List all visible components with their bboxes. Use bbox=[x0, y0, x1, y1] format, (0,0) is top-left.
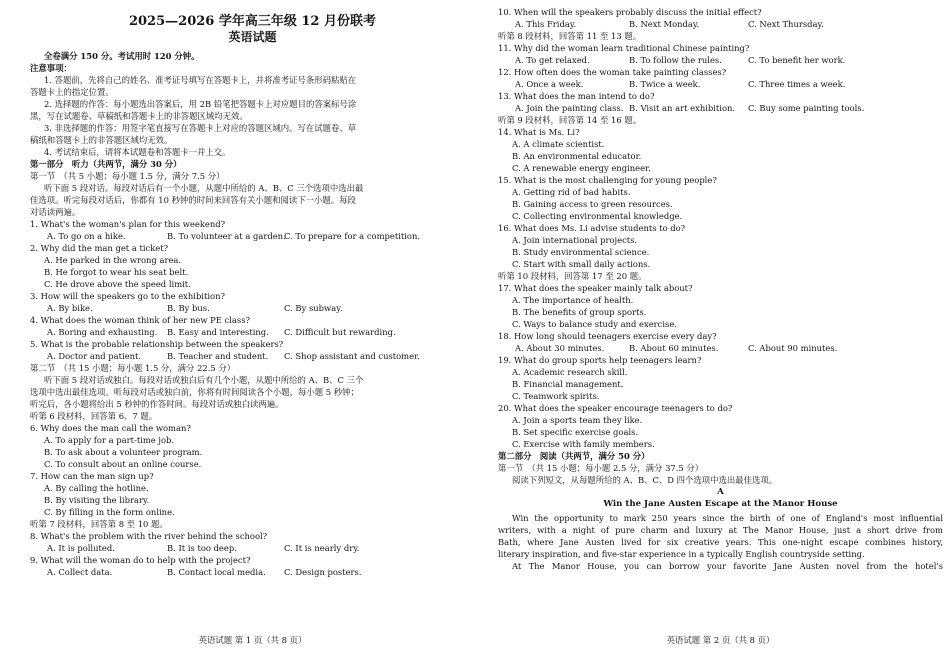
option-b: B. An environmental educator. bbox=[512, 151, 642, 161]
option-b: B. By visiting the library. bbox=[44, 495, 150, 505]
option-b: B. Set specific exercise goals. bbox=[512, 427, 639, 437]
option-a: A. It is polluted. bbox=[47, 543, 115, 553]
notice-line: 1. 答题前，先将自己的姓名、准考证号填写在答题卡上，并将准考证号条形码粘贴在 bbox=[44, 75, 357, 85]
option-a: A. The importance of health. bbox=[512, 295, 634, 305]
option-b: B. Visit an art exhibition. bbox=[629, 103, 736, 113]
option-b: B. The benefits of group sports. bbox=[512, 307, 647, 317]
question-stem: 12. How often does the woman take painting classes? bbox=[498, 67, 727, 77]
option-c: C. It is nearly dry. bbox=[284, 543, 360, 553]
material-header: 听第 8 段材料，回答第 11 至 13 题。 bbox=[498, 31, 642, 41]
question-stem: 9. What will the woman do to help with the project? bbox=[30, 555, 251, 565]
option-c: C. By subway. bbox=[284, 303, 343, 313]
option-b: B. It is too deep. bbox=[167, 543, 237, 553]
question-stem: 2. Why did the man get a ticket? bbox=[30, 243, 169, 253]
option-a: A. Join the painting class. bbox=[515, 103, 624, 113]
option-b: B. Financial management. bbox=[512, 379, 624, 389]
part1-heading: 第一部分 听力（共两节，满分 30 分） bbox=[30, 159, 182, 169]
notice-line: 黑，写在试题卷、草稿纸和答题卡上的非答题区域均无效。 bbox=[30, 111, 248, 121]
notice-line: 2. 选择题的作答：每小题选出答案后，用 2B 铅笔把答题卡上对应题目的答案标号涂 bbox=[44, 99, 357, 109]
notice-heading: 注意事项： bbox=[30, 63, 72, 73]
option-c: C. About 90 minutes. bbox=[748, 343, 838, 353]
question-stem: 4. What does the woman think of her new PE class? bbox=[30, 315, 251, 325]
question-stem: 11. Why did the woman learn traditional Chinese painting? bbox=[498, 43, 750, 53]
section1-instruction: 对话读两遍。 bbox=[30, 207, 81, 217]
question-stem: 8. What's the problem with the river behind the school? bbox=[30, 531, 268, 541]
option-a: A. By calling the hotline. bbox=[44, 483, 149, 493]
passage-line: literary inspiration, and five-star experience in a typically English countryside setting. bbox=[498, 549, 865, 559]
option-b: B. Next Monday. bbox=[629, 19, 700, 29]
question-stem: 14. What is Ms. Li? bbox=[498, 127, 580, 137]
question-stem: 17. What does the speaker mainly talk about? bbox=[498, 283, 693, 293]
option-c: C. By filling in the form online. bbox=[44, 507, 175, 517]
option-c: C. Next Thursday. bbox=[748, 19, 824, 29]
question-stem: 13. What does the man intend to do? bbox=[498, 91, 655, 101]
option-b: B. To volunteer at a garden. bbox=[167, 231, 286, 241]
question-stem: 15. What is the most challenging for young people? bbox=[498, 175, 717, 185]
option-c: C. A renewable energy engineer. bbox=[512, 163, 651, 173]
option-c: C. To benefit her work. bbox=[748, 55, 846, 65]
reading-instruction: 阅读下列短文，从每题所给的 A、B、C、D 四个选项中选出最佳选项。 bbox=[512, 475, 778, 485]
section1-heading: 第一节 （共 5 小题；每小题 1.5 分，满分 7.5 分） bbox=[30, 171, 225, 181]
section2-instruction: 听完后，各小题将给出 5 秒钟的作答时间。每段对话或独白读两遍。 bbox=[30, 399, 284, 409]
section1-instruction: 佳选项。听完每段对话后，你都有 10 秒钟的时间来回答有关小题和阅读下一小题。每段 bbox=[30, 195, 356, 205]
passage-line: At The Manor House, you can borrow your favorite Jane Austen novel from the hotel's bbox=[512, 561, 943, 571]
option-a: A. He parked in the wrong area. bbox=[44, 255, 182, 265]
passage-line: Win the opportunity to mark 250 years since the birth of one of England's most influential bbox=[512, 513, 943, 523]
reading-section1-heading: 第一节 （共 15 小题；每小题 2.5 分，满分 37.5 分） bbox=[498, 463, 704, 473]
option-c: C. Collecting environmental knowledge. bbox=[512, 211, 683, 221]
question-stem: 20. What does the speaker encourage teenagers to do? bbox=[498, 403, 733, 413]
question-stem: 16. What does Ms. Li advise students to do? bbox=[498, 223, 686, 233]
option-c: C. Exercise with family members. bbox=[512, 439, 655, 449]
passage-line: writers, with a night of pure charm and luxury at The Manor House, just a short drive from bbox=[498, 525, 943, 535]
exam-title: 2025—2026 学年高三年级 12 月份联考 bbox=[128, 14, 377, 29]
material-header: 听第 10 段材料，回答第 17 至 20 题。 bbox=[498, 271, 647, 281]
option-b: B. Study environmental science. bbox=[512, 247, 650, 257]
question-stem: 6. Why does the man call the woman? bbox=[30, 423, 191, 433]
option-c: C. Ways to balance study and exercise. bbox=[512, 319, 677, 329]
option-a: A. Academic research skill. bbox=[512, 367, 628, 377]
notice-line: 4. 考试结束后，请将本试题卷和答题卡一并上交。 bbox=[44, 147, 231, 157]
option-c: C. To prepare for a competition. bbox=[284, 231, 421, 241]
option-a: A. Once a week. bbox=[515, 79, 584, 89]
option-b: B. Easy and interesting. bbox=[167, 327, 269, 337]
page-footer: 英语试题 第 1 页（共 8 页） bbox=[198, 635, 307, 645]
option-a: A. Join a sports team they like. bbox=[512, 415, 643, 425]
question-stem: 7. How can the man sign up? bbox=[30, 471, 154, 481]
section1-instruction: 听下面 5 段对话。每段对话后有一个小题，从题中所给的 A、B、C 三个选项中选出最 bbox=[44, 183, 364, 193]
option-b: B. Gaining access to green resources. bbox=[512, 199, 673, 209]
option-c: C. He drove above the speed limit. bbox=[44, 279, 191, 289]
option-b: B. To ask about a volunteer program. bbox=[44, 447, 203, 457]
option-c: C. Shop assistant and customer. bbox=[284, 351, 420, 361]
option-a: A. By bike. bbox=[47, 303, 93, 313]
option-b: B. Contact local media. bbox=[167, 567, 266, 577]
option-a: A. About 30 minutes. bbox=[515, 343, 605, 353]
option-a: A. A climate scientist. bbox=[512, 139, 605, 149]
material-header: 听第 7 段材料，回答第 8 至 10 题。 bbox=[30, 519, 168, 529]
page-footer: 英语试题 第 2 页（共 8 页） bbox=[666, 635, 775, 645]
option-b: B. Teacher and student. bbox=[167, 351, 269, 361]
option-c: C. Three times a week. bbox=[748, 79, 846, 89]
section2-heading: 第二节 （共 15 小题；每小题 1.5 分，满分 22.5 分） bbox=[30, 363, 236, 373]
notice-line: 3. 非选择题的作答：用签字笔直接写在答题卡上对应的答题区域内。写在试题卷、草 bbox=[44, 123, 357, 133]
section2-instruction: 选项中选出最佳选项。听每段对话或独白前，你将有时间阅读各个小题，每小题 5 秒钟； bbox=[30, 387, 359, 397]
option-c: C. To consult about an online course. bbox=[44, 459, 202, 469]
question-stem: 18. How long should teenagers exercise every day? bbox=[498, 331, 717, 341]
section2-instruction: 听下面 5 段对话或独白。每段对话或独白后有几个小题，从题中所给的 A、B、C 三个 bbox=[44, 375, 364, 385]
question-stem: 5. What is the probable relationship between the speakers? bbox=[30, 339, 284, 349]
option-a: A. This Friday. bbox=[515, 19, 577, 29]
option-c: C. Difficult but rewarding. bbox=[284, 327, 396, 337]
material-header: 听第 6 段材料，回答第 6、7 题。 bbox=[30, 411, 158, 421]
passage-letter: A bbox=[717, 487, 724, 497]
score-time: 全卷满分 150 分。考试用时 120 分钟。 bbox=[44, 51, 200, 61]
option-b: B. Twice a week. bbox=[629, 79, 701, 89]
option-c: C. Teamwork spirits. bbox=[512, 391, 600, 401]
notice-line: 稿纸和答题卡上的非答题区域均无效。 bbox=[30, 135, 173, 145]
question-stem: 1. What's the woman's plan for this weekend? bbox=[30, 219, 226, 229]
option-a: A. To go on a hike. bbox=[47, 231, 126, 241]
passage-title: Win the Jane Austen Escape at the Manor House bbox=[603, 499, 838, 509]
option-c: C. Start with small daily actions. bbox=[512, 259, 651, 269]
option-a: A. Collect data. bbox=[47, 567, 113, 577]
option-a: A. To get relaxed. bbox=[515, 55, 590, 65]
exam-subject: 英语试题 bbox=[228, 30, 277, 44]
option-c: C. Buy some painting tools. bbox=[748, 103, 865, 113]
question-stem: 3. How will the speakers go to the exhibition? bbox=[30, 291, 225, 301]
option-b: B. He forgot to wear his seat belt. bbox=[44, 267, 189, 277]
option-a: A. Boring and exhausting. bbox=[47, 327, 158, 337]
option-b: B. To follow the rules. bbox=[629, 55, 722, 65]
option-a: A. Join international projects. bbox=[512, 235, 638, 245]
option-a: A. To apply for a part-time job. bbox=[44, 435, 175, 445]
option-c: C. Design posters. bbox=[284, 567, 362, 577]
option-a: A. Doctor and patient. bbox=[47, 351, 142, 361]
question-stem: 10. When will the speakers probably discuss the initial effect? bbox=[498, 7, 762, 17]
option-b: B. About 60 minutes. bbox=[629, 343, 719, 353]
passage-line: Bath, where Jane Austen lived for six creative years. This one-night escape combines history, bbox=[498, 537, 943, 547]
material-header: 听第 9 段材料，回答第 14 至 16 题。 bbox=[498, 115, 642, 125]
part2-heading: 第二部分 阅读（共两节，满分 50 分） bbox=[498, 451, 650, 461]
question-stem: 19. What do group sports help teenagers learn? bbox=[498, 355, 702, 365]
option-b: B. By bus. bbox=[167, 303, 210, 313]
option-a: A. Getting rid of bad habits. bbox=[512, 187, 631, 197]
notice-line: 答题卡上的指定位置。 bbox=[30, 87, 114, 97]
